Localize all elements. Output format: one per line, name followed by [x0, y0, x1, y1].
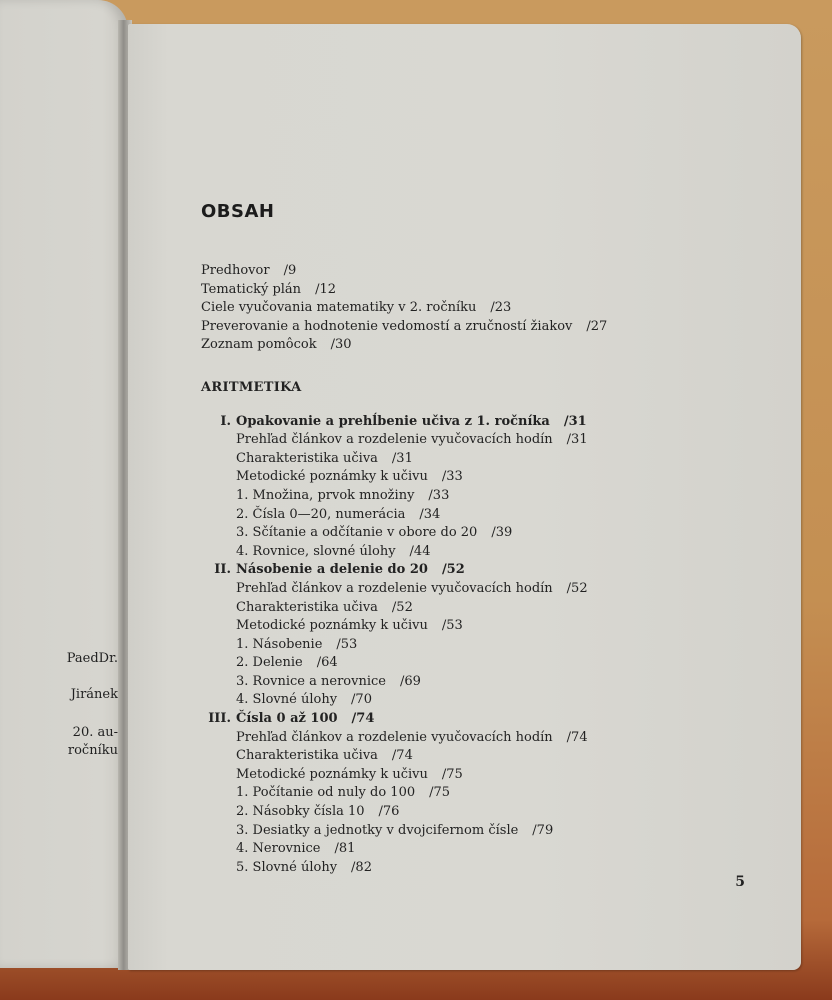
- subentry-label: Metodické poznámky k učivu: [236, 469, 428, 485]
- subentry-label: Metodické poznámky k učivu: [236, 766, 428, 782]
- part-page: /31: [563, 413, 587, 429]
- subentry-page: /31: [391, 450, 413, 466]
- subentry-page: /75: [429, 785, 451, 801]
- subentry-page: /53: [441, 618, 463, 634]
- left-page-fragment: PaedDr.: [66, 651, 118, 666]
- toc-subentry: [201, 599, 761, 618]
- toc-part: [201, 710, 761, 729]
- toc-subentry: [201, 747, 761, 766]
- toc-subentry: [201, 617, 761, 636]
- subentry-page: /79: [532, 822, 554, 838]
- left-page-fragment: Jiránek: [70, 687, 118, 702]
- toc-subentry: [201, 543, 761, 562]
- subentry-page: /52: [391, 599, 413, 615]
- subentry-page: /34: [419, 506, 441, 522]
- subentry-label: 4. Slovné úlohy: [236, 692, 338, 708]
- part-page: /52: [441, 562, 465, 578]
- toc-subentry: [201, 673, 761, 692]
- part-label: Opakovanie a prehĺbenie učiva z 1. ročníka: [236, 413, 550, 429]
- subentry-page: /70: [351, 692, 372, 708]
- left-page-fragment: 20. au-: [72, 725, 118, 740]
- toc-entry-page: /9: [283, 263, 297, 278]
- subentry-label: Charakteristika učiva: [236, 599, 378, 615]
- subentry-label: Metodické poznámky k učivu: [236, 618, 428, 634]
- part-page: /74: [351, 711, 375, 727]
- subentry-label: 3. Sčítanie a odčítanie v obore do 20: [236, 525, 478, 541]
- toc-part: [201, 413, 761, 432]
- subentry-page: /52: [566, 580, 588, 596]
- toc-entry: [201, 281, 761, 300]
- subentry-page: /64: [316, 655, 338, 671]
- left-page-fragment: ročníku: [67, 743, 118, 758]
- subentry-page: /39: [491, 525, 513, 541]
- toc-subentry: [201, 468, 761, 487]
- toc-entry-page: /30: [330, 337, 352, 353]
- toc-entry-page: /12: [315, 281, 336, 297]
- subentry-page: /82: [351, 859, 372, 875]
- toc-subentry: [201, 487, 761, 506]
- part-number: I.: [220, 413, 231, 429]
- subentry-label: 4. Nerovnice: [236, 841, 321, 857]
- toc-entry: [201, 299, 761, 318]
- subentry-label: 2. Čísla 0—20, numerácia: [236, 506, 406, 522]
- subentry-label: 1. Množina, prvok množiny: [236, 487, 415, 503]
- subentry-page: /53: [336, 636, 358, 652]
- subentry-page: /33: [441, 469, 463, 485]
- toc-entry-page: /23: [490, 300, 512, 316]
- toc-subentry: [201, 691, 761, 710]
- subentry-label: Prehľad článkov a rozdelenie vyučovacích hodín: [236, 729, 553, 745]
- toc-entry: [201, 318, 761, 337]
- toc-part: [201, 561, 761, 580]
- page-number: 5: [735, 874, 745, 890]
- toc-entry-label: Preverovanie a hodnotenie vedomostí a zručností žiakov: [201, 318, 573, 334]
- subentry-page: /74: [391, 748, 413, 764]
- toc-subentry: [201, 431, 761, 450]
- toc-entry-label: Ciele vyučovania matematiky v 2. ročníku: [201, 300, 477, 316]
- subentry-page: /75: [441, 766, 463, 782]
- subentry-label: 4. Rovnice, slovné úlohy: [236, 543, 396, 559]
- toc-subentry: [201, 766, 761, 785]
- toc-subentry: [201, 803, 761, 822]
- toc-subentry: [201, 654, 761, 673]
- right-page: [128, 24, 801, 970]
- toc-entry-page: /27: [586, 318, 608, 334]
- subentry-label: 1. Počítanie od nuly do 100: [236, 785, 416, 801]
- toc-entry: [201, 262, 761, 281]
- subentry-page: /44: [409, 543, 431, 559]
- part-number: III.: [208, 711, 231, 727]
- toc-subentry: [201, 822, 761, 841]
- page-title: OBSAH: [201, 201, 275, 222]
- toc-subentry: [201, 524, 761, 543]
- subentry-label: Charakteristika učiva: [236, 748, 378, 764]
- subentry-page: /74: [566, 729, 588, 745]
- toc-subentry: [201, 729, 761, 748]
- subentry-page: /31: [566, 432, 588, 448]
- toc-subentry: [201, 450, 761, 469]
- subentry-page: /69: [399, 673, 421, 689]
- subentry-page: /76: [378, 804, 400, 820]
- toc-subentry: [201, 859, 761, 878]
- part-label: Násobenie a delenie do 20: [236, 562, 428, 578]
- table-of-contents: [201, 262, 761, 877]
- subentry-page: /81: [334, 841, 356, 857]
- toc-subentry: [201, 784, 761, 803]
- toc-entry-label: Tematický plán: [201, 281, 302, 297]
- toc-subentry: [201, 840, 761, 859]
- toc-subentry: [201, 636, 761, 655]
- left-page: [0, 0, 128, 968]
- toc-entry: [201, 336, 761, 355]
- subentry-label: Prehľad článkov a rozdelenie vyučovacích hodín: [236, 580, 553, 596]
- subentry-label: 3. Rovnice a nerovnice: [236, 673, 386, 689]
- subentry-label: 5. Slovné úlohy: [236, 859, 338, 875]
- subentry-label: 3. Desiatky a jednotky v dvojcifernom čísle: [236, 822, 519, 838]
- section-heading: ARITMETIKA: [201, 379, 302, 395]
- subentry-label: 1. Násobenie: [236, 636, 323, 652]
- subentry-page: /33: [428, 487, 450, 503]
- part-label: Čísla 0 až 100: [236, 711, 338, 727]
- toc-entry-label: Zoznam pomôcok: [201, 337, 317, 353]
- part-number: II.: [214, 562, 231, 578]
- toc-entry-label: Predhovor: [201, 263, 270, 278]
- toc-subentry: [201, 580, 761, 599]
- subentry-label: Charakteristika učiva: [236, 450, 378, 466]
- subentry-label: 2. Násobky čísla 10: [236, 804, 365, 820]
- subentry-label: 2. Delenie: [236, 655, 303, 671]
- subentry-label: Prehľad článkov a rozdelenie vyučovacích hodín: [236, 432, 553, 448]
- toc-subentry: [201, 506, 761, 525]
